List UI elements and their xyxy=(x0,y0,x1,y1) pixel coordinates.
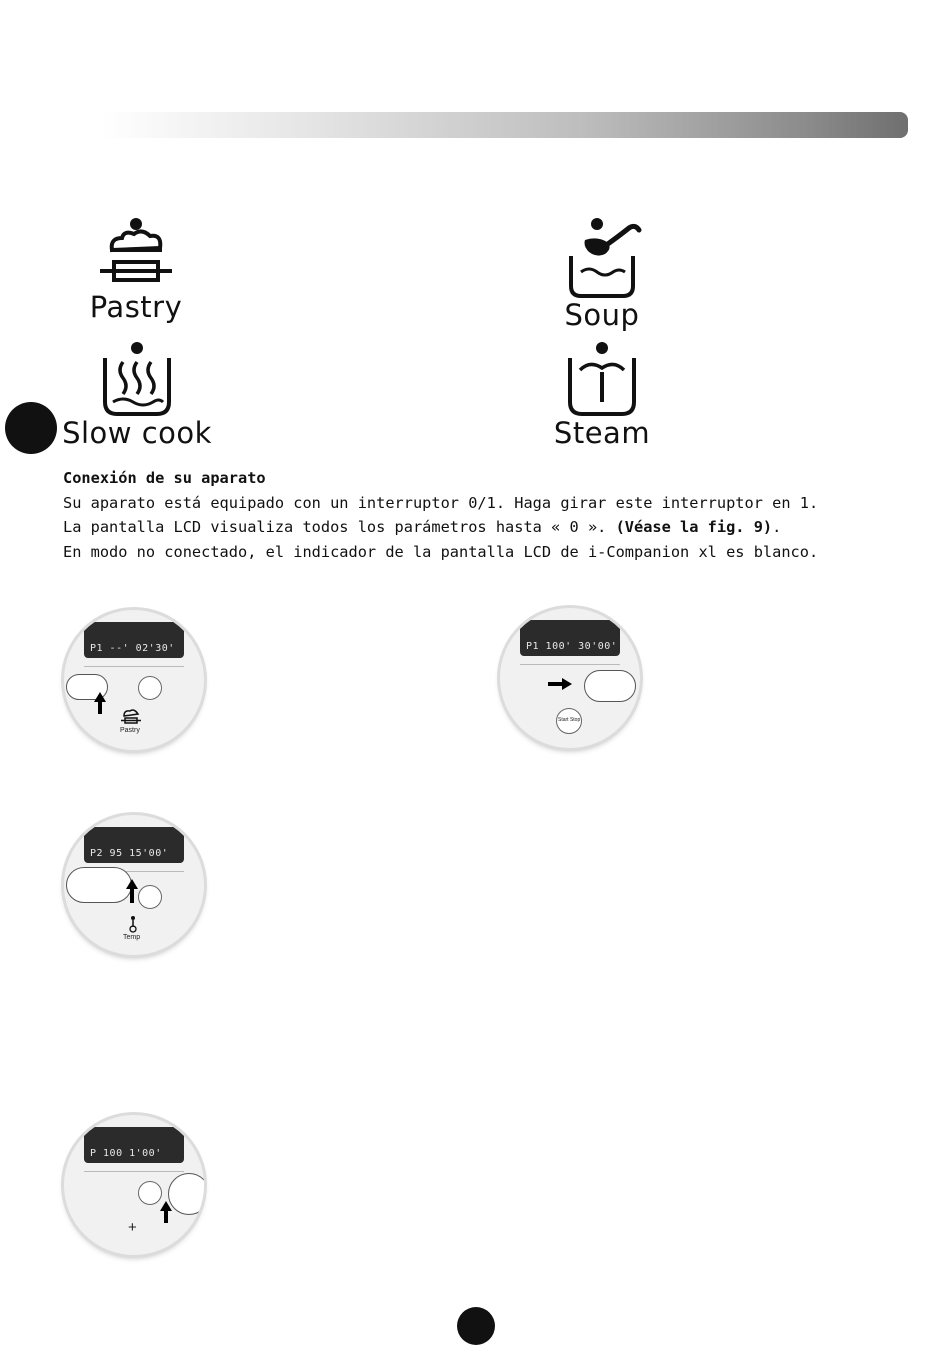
soup-ladle-icon xyxy=(557,216,647,300)
figure-caption: Start Stop xyxy=(558,717,581,723)
arrow-right-icon xyxy=(562,678,572,690)
arrow-up-icon xyxy=(160,1201,172,1211)
mode-label-slow-cook: Slow cook xyxy=(62,416,212,450)
lcd-readout: P 100 1'00' xyxy=(90,1148,162,1159)
pastry-icon xyxy=(96,216,176,292)
thermometer-icon xyxy=(128,915,138,933)
page-tab-marker xyxy=(5,402,57,454)
figure-caption: Temp xyxy=(123,934,141,941)
hand-illustration xyxy=(584,670,636,702)
figure-plus xyxy=(64,1115,204,1255)
mode-label-pastry: Pastry xyxy=(89,290,183,324)
line2-end: . xyxy=(772,518,782,536)
mode-label-soup: Soup xyxy=(564,298,640,332)
mode-steam xyxy=(552,340,652,448)
section-line-3: En modo no conectado, el indicador de la pantalla LCD de i-Companion xl es blanco. xyxy=(63,542,819,561)
mode-label-steam: Steam xyxy=(553,416,651,450)
section-line-1: Su aparato está equipado con un interruptor 0/1. Haga girar este interruptor en 1. xyxy=(63,493,819,512)
lcd-readout: P2 95 15'00' xyxy=(90,848,169,859)
mode-soup xyxy=(552,216,652,330)
start-stop-knob xyxy=(138,676,162,700)
steam-vegetables-icon xyxy=(562,340,642,418)
figure-caption: Pastry xyxy=(120,727,140,734)
mode-pastry xyxy=(86,216,186,322)
lcd-readout: P1 100' 30'00' xyxy=(526,641,618,652)
plus-caption: + xyxy=(128,1219,137,1236)
mode-slow-cook xyxy=(62,340,212,448)
lcd-display xyxy=(84,622,184,658)
figure-temp xyxy=(64,815,204,955)
lcd-display xyxy=(84,1127,184,1163)
lcd-display xyxy=(84,827,184,863)
header-gradient-bar xyxy=(100,112,908,138)
figure-reference: (Véase la fig. 9) xyxy=(615,518,773,536)
arrow-up-icon xyxy=(126,879,138,889)
lcd-readout: P1 --' 02'30' xyxy=(90,643,175,654)
hand-illustration xyxy=(66,867,132,903)
pastry-icon xyxy=(120,706,142,726)
connection-section xyxy=(63,466,923,564)
line2-text: La pantalla LCD visualiza todos los parámetros hasta « 0 ». xyxy=(63,518,616,536)
section-heading: Conexión de su aparato xyxy=(63,469,266,487)
figure-start-stop xyxy=(500,608,640,748)
section-line-2 xyxy=(63,515,923,540)
arrow-up-icon xyxy=(94,692,106,702)
page-number-marker xyxy=(457,1307,495,1345)
start-stop-knob xyxy=(138,885,162,909)
start-stop-knob xyxy=(138,1181,162,1205)
lcd-display xyxy=(520,620,620,656)
slow-cook-steam-pot-icon xyxy=(97,340,177,418)
hand-illustration xyxy=(168,1173,204,1215)
figure-pastry-button xyxy=(64,610,204,750)
